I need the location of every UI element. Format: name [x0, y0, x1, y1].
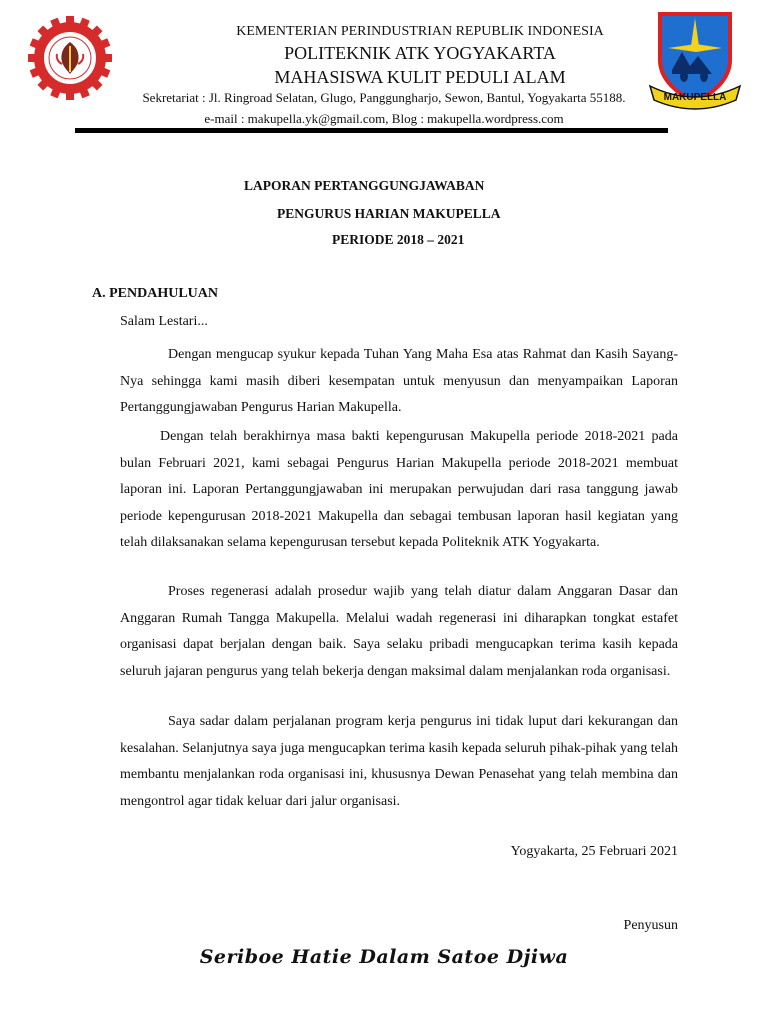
report-title-line3: PERIODE 2018 – 2021 — [332, 232, 465, 247]
place-date: Yogyakarta, 25 Februari 2021 — [510, 844, 678, 859]
paragraph-2: Dengan telah berakhirnya masa bakti kepengurusan Makupella periode 2018-2021 pada bulan Februari 2021, kami sebagai Pengurus Harian Makupella periode 2018-2021 membuat laporan ini. Laporan Pertanggungjawaban ini merupakan perwujudan dari rasa tanggung jawab periode kepengurusan 2018-2021 Makupella dan sebagai tembusan laporan hasil kegiatan yang telah dilaksanakan selama kepengurusan tersebut kepada Politeknik ATK Yogyakarta. — [120, 429, 678, 550]
politeknik-logo — [26, 14, 114, 102]
motto-footer: Seriboe Hatie Dalam Satoe Djiwa — [199, 946, 569, 968]
organization-name: MAHASISWA KULIT PEDULI ALAM — [274, 67, 566, 87]
paragraph-3: Proses regenerasi adalah prosedur wajib yang telah diatur dalam Anggaran Dasar dan Anggaran Rumah Tangga Makupella. Melalui wadah regenerasi ini diharapkan tongkat estafet organisasi dapat berjalan dengan baik. Saya selaku pribadi mengucapkan terima kasih kepada seluruh jajaran pengurus yang telah bekerja dengan maksimal dalam menjalankan roda organisasi. — [120, 584, 678, 679]
makupella-logo-text: MAKUPELLA — [663, 92, 727, 103]
secretariat-address: Sekretariat : Jl. Ringroad Selatan, Glugo, Panggungharjo, Sewon, Bantul, Yogyakarta 55188. — [142, 90, 626, 105]
letterhead-divider — [75, 128, 668, 133]
report-title-line2: PENGURUS HARIAN MAKUPELLA — [277, 206, 501, 221]
report-title-line1: LAPORAN PERTANGGUNGJAWABAN — [244, 178, 485, 193]
paragraph-4: Saya sadar dalam perjalanan program kerja pengurus ini tidak luput dari kekurangan dan kesalahan. Selanjutnya saya juga mengucapkan terima kasih kepada seluruh pihak-pihak yang telah membantu menjalankan roda organisasi ini, khususnya Dewan Penasehat yang telah membina dan mengontrol agar tidak keluar dari jalur organisasi. — [120, 714, 678, 809]
paragraph-1: Dengan mengucap syukur kepada Tuhan Yang Maha Esa atas Rahmat dan Kasih Sayang-Nya sehingga kami masih diberi kesempatan untuk menyusun dan menyampaikan Laporan Pertanggungjawaban Pengurus Harian Makupella. — [120, 347, 678, 415]
ministry-name: KEMENTERIAN PERINDUSTRIAN REPUBLIK INDONESIA — [236, 24, 604, 39]
signatory-label: Penyusun — [623, 918, 678, 933]
section-heading: A. PENDAHULUAN — [92, 286, 218, 301]
institution-name: POLITEKNIK ATK YOGYAKARTA — [284, 43, 556, 63]
greeting: Salam Lestari... — [120, 314, 208, 329]
contact-line: e-mail : makupella.yk@gmail.com, Blog : makupella.wordpress.com — [204, 111, 564, 126]
